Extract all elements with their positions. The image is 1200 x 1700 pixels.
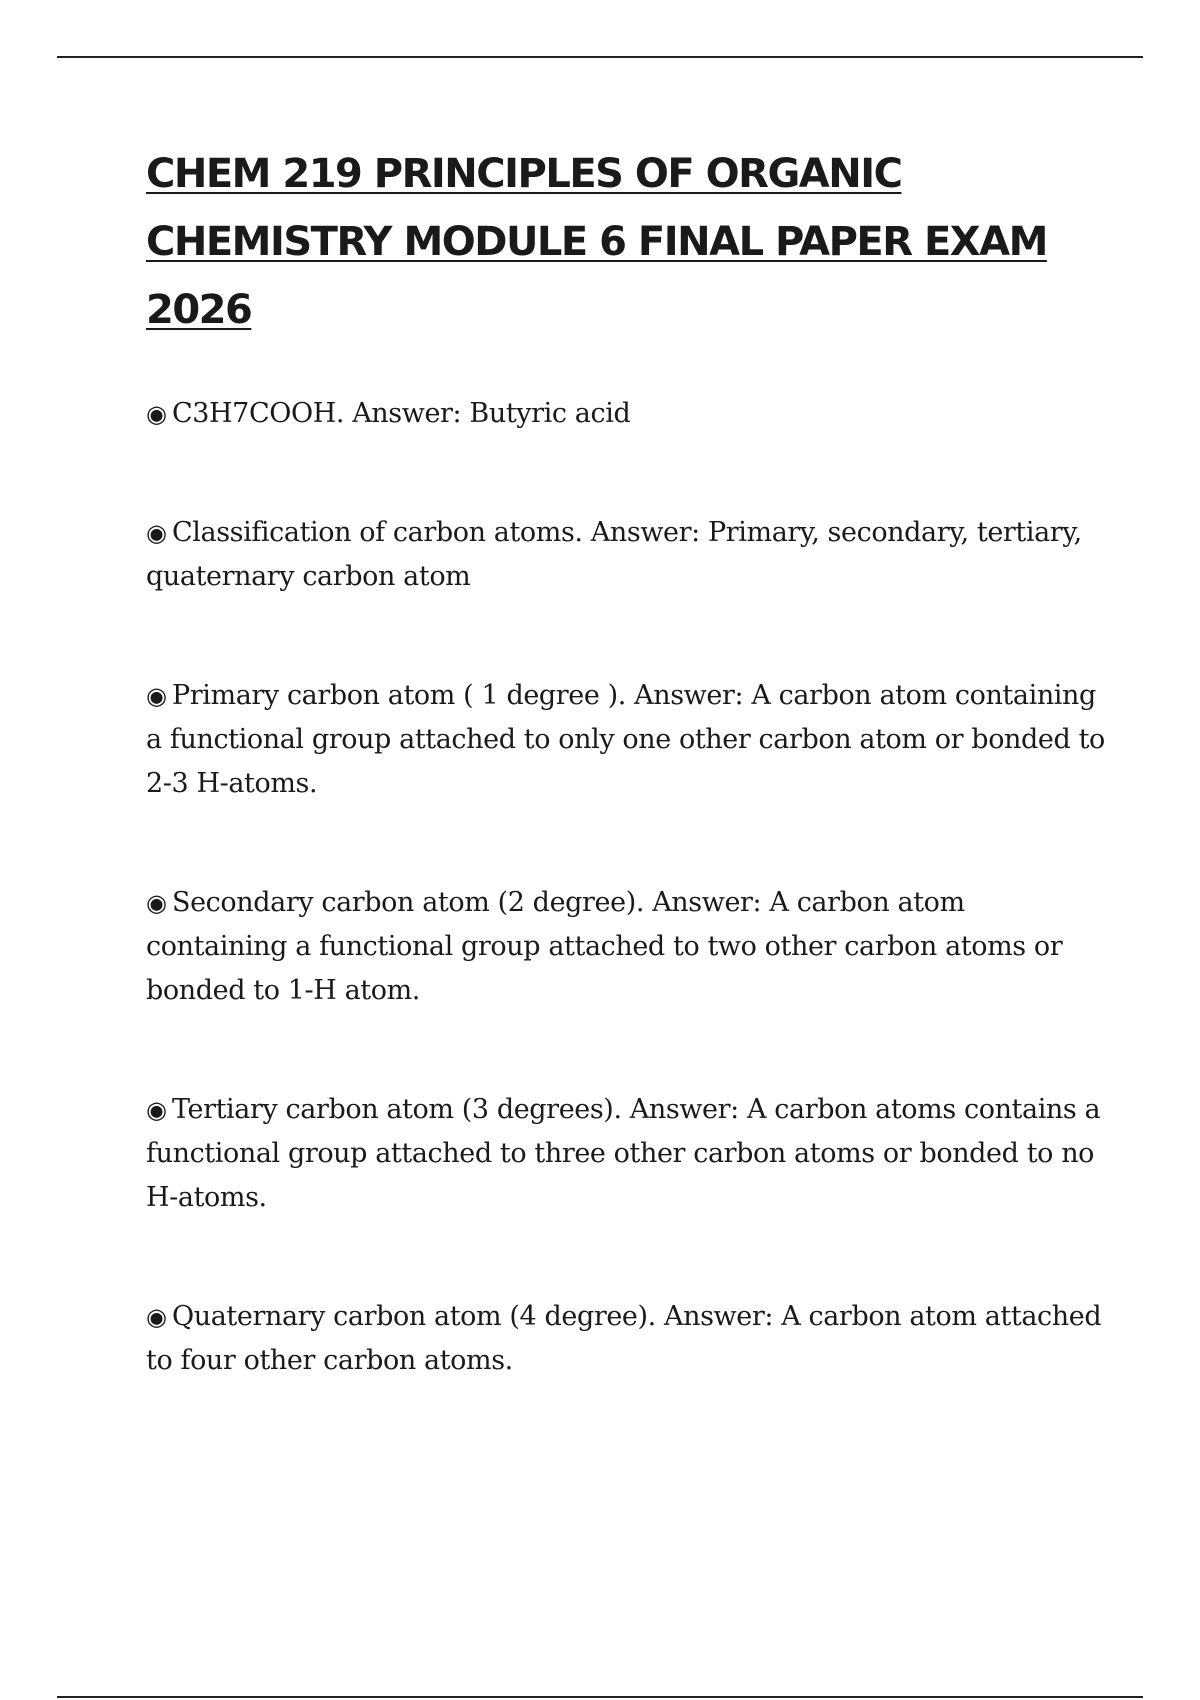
- bullet-icon: ◉: [146, 1096, 167, 1124]
- bullet-icon: ◉: [146, 889, 167, 917]
- document-title: CHEM 219 PRINCIPLES OF ORGANIC CHEMISTRY MODULE 6 FINAL PAPER EXAM 2026: [146, 151, 1047, 333]
- question-item: [146, 511, 1106, 599]
- question-text: Primary carbon atom ( 1 degree ). Answer: A carbon atom containing a functional group attached to only one other carbon atom or bonded to 2-3 H-atoms.: [146, 680, 1105, 799]
- bottom-divider: [57, 1696, 1143, 1698]
- top-divider: [57, 56, 1143, 58]
- bullet-icon: ◉: [146, 519, 167, 547]
- bullet-icon: ◉: [146, 1303, 167, 1331]
- question-text: Tertiary carbon atom (3 degrees). Answer: A carbon atoms contains a functional group attached to three other carbon atoms or bonded to no H-atoms.: [146, 1094, 1101, 1213]
- question-text: Secondary carbon atom (2 degree). Answer: A carbon atom containing a functional group attached to two other carbon atoms or bonded to 1-H atom.: [146, 887, 1063, 1006]
- question-item: [146, 1295, 1106, 1383]
- question-text: Quaternary carbon atom (4 degree). Answer: A carbon atom attached to four other carbon atoms.: [146, 1301, 1102, 1376]
- bullet-icon: ◉: [146, 682, 167, 710]
- question-text: C3H7COOH. Answer: Butyric acid: [172, 398, 631, 429]
- question-item: [146, 674, 1106, 806]
- question-text: Classification of carbon atoms. Answer: Primary, secondary, tertiary, quaternary carbon atom: [146, 517, 1082, 592]
- bullet-icon: ◉: [146, 400, 167, 428]
- question-item: [146, 881, 1106, 1013]
- question-list: [146, 392, 1106, 1383]
- question-item: [146, 392, 1106, 436]
- question-item: [146, 1088, 1106, 1220]
- document-body: [146, 140, 1106, 1458]
